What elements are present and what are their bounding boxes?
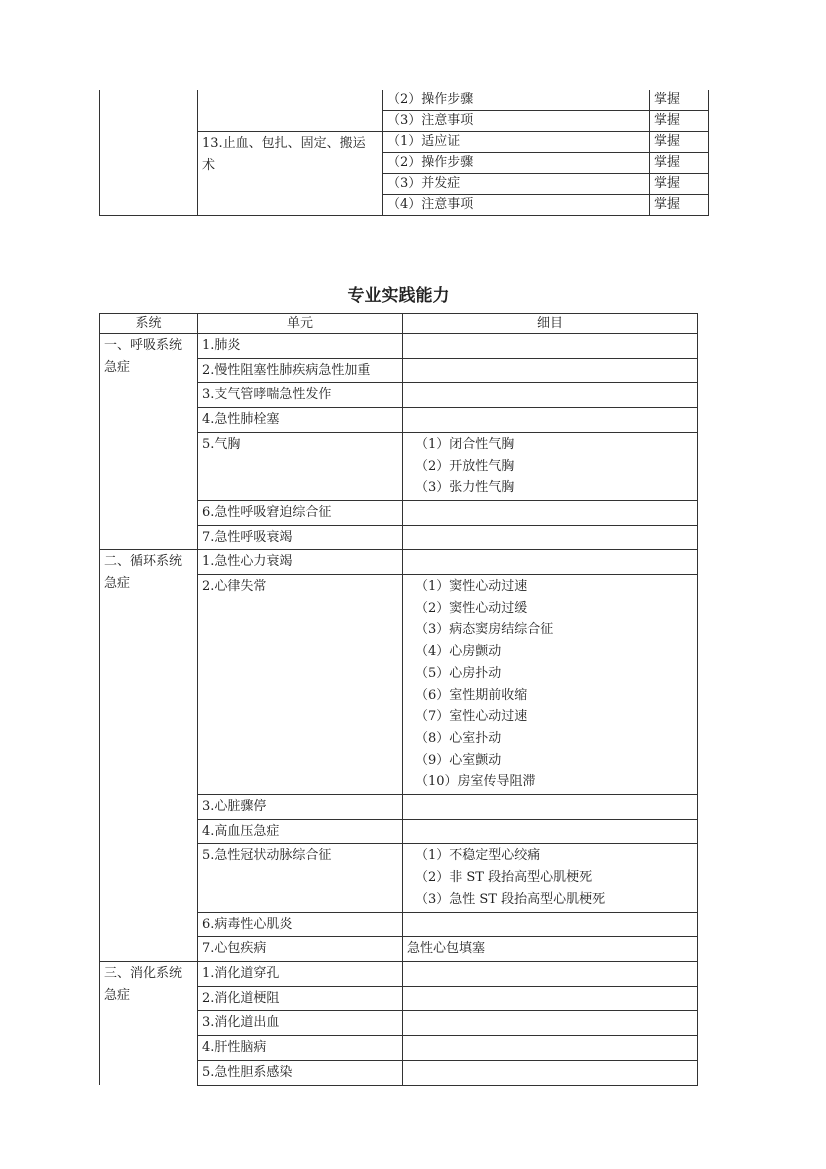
detail-line: （10）房室传导阻滞 (415, 774, 536, 790)
detail-cell (403, 937, 698, 962)
detail-cell (403, 961, 698, 986)
detail-cell (403, 844, 698, 912)
detail-cell (403, 819, 698, 844)
unit-cell (198, 90, 383, 132)
level-cell: 掌握 (650, 132, 709, 153)
continuation-table (99, 90, 709, 216)
level-cell: 掌握 (650, 90, 709, 111)
detail-line: （6）室性期前收缩 (415, 687, 528, 703)
detail-cell (403, 383, 698, 408)
unit-cell: 3.心脏骤停 (198, 795, 403, 820)
unit-cell: 2.消化道梗阻 (198, 986, 403, 1011)
detail-cell (403, 986, 698, 1011)
system-cell (100, 90, 198, 216)
unit-cell: 3.消化道出血 (198, 1011, 403, 1036)
detail-cell (403, 1036, 698, 1061)
level-cell: 掌握 (650, 174, 709, 195)
detail-cell (403, 1011, 698, 1036)
unit-cell: 3.支气管哮喘急性发作 (198, 383, 403, 408)
unit-cell: 1.消化道穿孔 (198, 961, 403, 986)
level-cell: 掌握 (650, 111, 709, 132)
detail-cell: （1）适应证 (383, 132, 650, 153)
unit-cell: 7.心包疾病 (198, 937, 403, 962)
detail-line: （7）室性心动过速 (415, 709, 528, 725)
unit-cell: 2.慢性阻塞性肺疾病急性加重 (198, 358, 403, 383)
detail-cell (403, 408, 698, 433)
unit-cell: 6.病毒性心肌炎 (198, 912, 403, 937)
header-detail: 细目 (403, 314, 698, 334)
detail-cell (403, 575, 698, 795)
detail-line: （3）急性 ST 段抬高型心肌梗死 (415, 891, 606, 907)
header-unit: 单元 (198, 314, 403, 334)
detail-line: （1）闭合性气胸 (415, 436, 515, 452)
detail-line: （2）开放性气胸 (415, 458, 515, 474)
detail-line: （4）心房颤动 (415, 644, 502, 660)
unit-cell: 2.心律失常 (198, 575, 403, 795)
table-row (100, 90, 709, 111)
unit-cell: 13.止血、包扎、固定、搬运术 (198, 132, 383, 216)
detail-cell: （4）注意事项 (383, 195, 650, 216)
system-cell: 三、消化系统急症 (100, 961, 198, 1085)
detail-line: 急性心包填塞 (407, 941, 486, 957)
detail-line: （3）病态窦房结综合征 (415, 622, 554, 638)
unit-cell: 4.急性肺栓塞 (198, 408, 403, 433)
system-cell: 二、循环系统急症 (100, 550, 198, 962)
detail-cell (403, 1060, 698, 1085)
system-cell: 一、呼吸系统急症 (100, 334, 198, 550)
section-title: 专业实践能力 (347, 286, 450, 306)
detail-cell (403, 550, 698, 575)
unit-cell: 5.急性胆系感染 (198, 1060, 403, 1085)
detail-cell (403, 334, 698, 359)
detail-line: （2）窦性心动过缓 (415, 600, 528, 616)
unit-cell: 4.肝性脑病 (198, 1036, 403, 1061)
detail-cell: （3）并发症 (383, 174, 650, 195)
detail-line: （1）窦性心动过速 (415, 579, 528, 595)
detail-cell (403, 358, 698, 383)
detail-cell (403, 912, 698, 937)
unit-cell: 1.肺炎 (198, 334, 403, 359)
table-body (100, 334, 698, 1086)
unit-cell: 5.急性冠状动脉综合征 (198, 844, 403, 912)
unit-cell: 7.急性呼吸衰竭 (198, 525, 403, 550)
detail-line: （1）不稳定型心绞痛 (415, 848, 541, 864)
practice-table (99, 313, 698, 1086)
unit-cell: 6.急性呼吸窘迫综合征 (198, 500, 403, 525)
detail-cell (403, 500, 698, 525)
detail-line: （8）心室扑动 (415, 730, 502, 746)
header-row (100, 314, 698, 334)
unit-cell: 1.急性心力衰竭 (198, 550, 403, 575)
detail-line: （3）张力性气胸 (415, 480, 515, 496)
table-row (100, 334, 698, 359)
level-cell: 掌握 (650, 153, 709, 174)
header-system: 系统 (100, 314, 198, 334)
detail-cell: （3）注意事项 (383, 111, 650, 132)
unit-cell: 5.气胸 (198, 432, 403, 500)
detail-cell: （2）操作步骤 (383, 153, 650, 174)
detail-cell (403, 432, 698, 500)
detail-line: （9）心室颤动 (415, 752, 502, 768)
unit-cell: 4.高血压急症 (198, 819, 403, 844)
detail-line: （2）非 ST 段抬高型心肌梗死 (415, 870, 593, 886)
table-row (100, 961, 698, 986)
detail-cell (403, 795, 698, 820)
detail-cell (403, 525, 698, 550)
detail-line: （5）心房扑动 (415, 665, 502, 681)
level-cell: 掌握 (650, 195, 709, 216)
detail-cell: （2）操作步骤 (383, 90, 650, 111)
table-row (100, 550, 698, 575)
